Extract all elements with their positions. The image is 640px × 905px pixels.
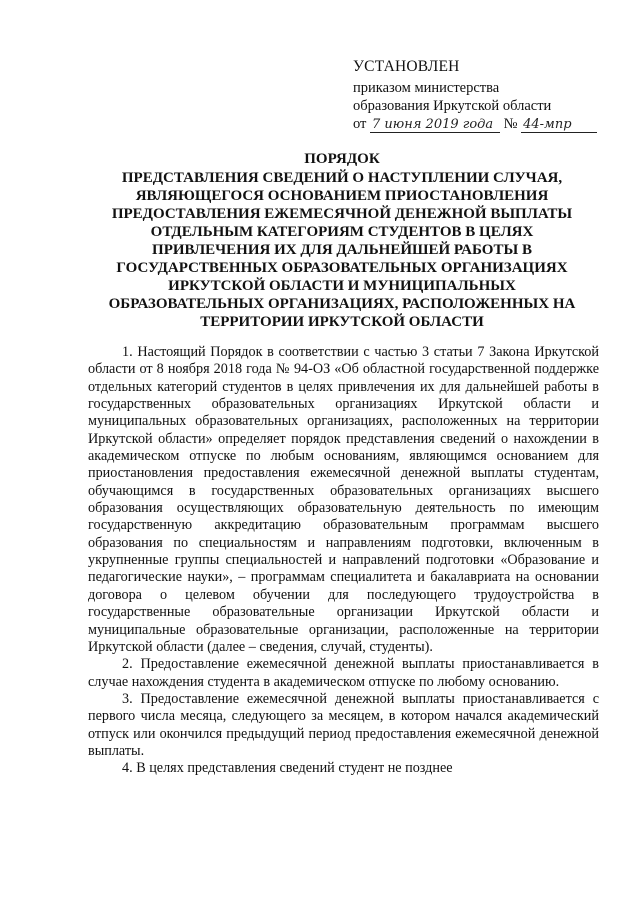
- handwritten-date: 7 июня 2019 года: [370, 117, 500, 133]
- document-body: [88, 344, 599, 778]
- paragraph-2: 2. Предоставление ежемесячной денежной выплаты приостанавливается в случае нахождения студента в академическом отпуске по любому основанию.: [88, 656, 599, 690]
- title-subtitle: ПРЕДСТАВЛЕНИЯ СВЕДЕНИЙ О НАСТУПЛЕНИИ СЛУЧАЯ, ЯВЛЯЮЩЕГОСЯ ОСНОВАНИЕМ ПРИОСТАНОВЛЕНИЯ ПРЕДОСТАВЛЕНИЯ ЕЖЕМЕСЯЧНОЙ ДЕНЕЖНОЙ ВЫПЛАТЫ ОТДЕЛЬНЫМ КАТЕГОРИЯМ СТУДЕНТОВ В ЦЕЛЯХ ПРИВЛЕЧЕНИЯ ИХ ДЛЯ ДАЛЬНЕЙШЕЙ РАБОТЫ В ГОСУДАРСТВЕННЫХ ОБРАЗОВАТЕЛЬНЫХ ОРГАНИЗАЦИЯХ ИРКУТСКОЙ ОБЛАСТИ И МУНИЦИПАЛЬНЫХ ОБРАЗОВАТЕЛЬНЫХ ОРГАНИЗАЦИЯХ, РАСПОЛОЖЕННЫХ НА ТЕРРИТОРИИ ИРКУТСКОЙ ОБЛАСТИ: [108, 170, 576, 330]
- from-label: от: [353, 116, 367, 132]
- approval-block: [353, 58, 613, 133]
- title-main: ПОРЯДОК: [304, 151, 380, 167]
- approval-line-2: образования Иркутской области: [353, 98, 552, 114]
- paragraph-3: 3. Предоставление ежемесячной денежной выплаты приостанавливается с первого числа месяца, следующего за месяцем, в котором начался академический отпуск или окончился предыдущий период предоставления ежемесячной денежной выплаты.: [88, 690, 599, 759]
- number-label: №: [503, 116, 518, 132]
- document-title: [92, 150, 592, 331]
- paragraph-1: 1. Настоящий Порядок в соответствии с частью 3 статьи 7 Закона Иркутской области от 8 ноября 2018 года № 94-ОЗ «Об областной государственной поддержке отдельных категорий студентов в целях привлечения их для дальнейшей работы в государственных образовательных организациях Иркутской области и муниципальных образовательных организациях, расположенных на территории Иркутской области» определяет порядок представления сведений о нахождении в академическом отпуске по любым основаниям, являющимся основанием для приостановления предоставления ежемесячной денежной выплаты студентам, обучающимся в государственных образовательных организациях высшего образования осуществляющих образовательную деятельность по имеющим государственную аккредитацию образовательным программам высшего образования по специальностям и направлениям подготовки, включенным в укрупненные группы специальностей и направлений подготовки «Образование и педагогические науки», – программам специалитета и бакалавриата на основании договора о целевом обучении для последующего трудоустройства в государственные образовательные организации Иркутской области и муниципальные образовательные организации, расположенные на территории Иркутской области (далее – сведения, случай, студенты).: [88, 344, 599, 655]
- paragraph-4: 4. В целях представления сведений студент не позднее: [122, 760, 453, 777]
- approval-date-line: [353, 115, 613, 133]
- handwritten-number: 44-мпр: [521, 117, 597, 133]
- approval-heading: УСТАНОВЛЕН: [353, 58, 460, 75]
- approval-line-1: приказом министерства: [353, 80, 500, 96]
